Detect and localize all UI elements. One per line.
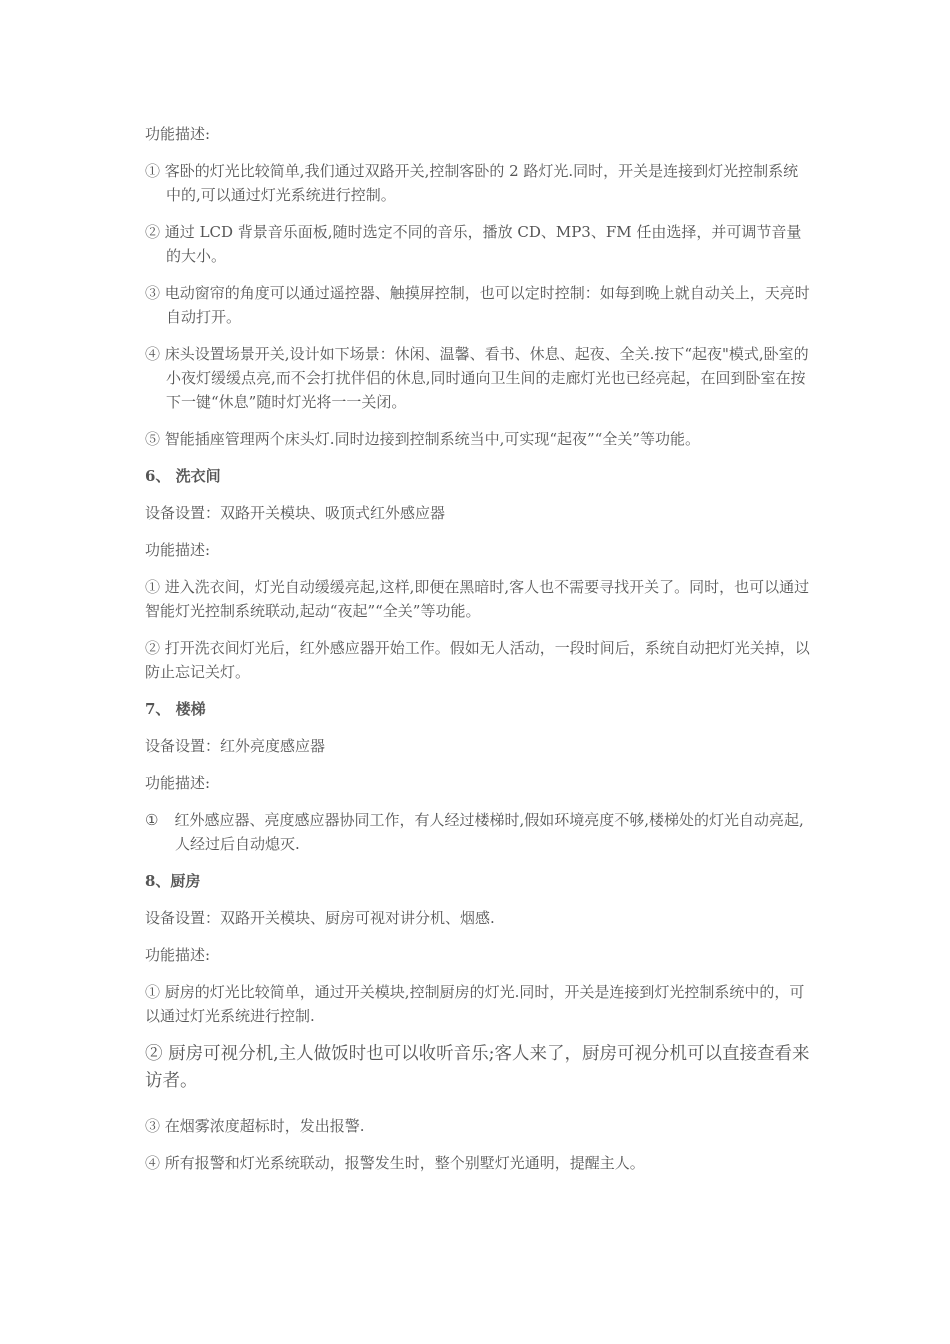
item-marker: ①	[145, 578, 161, 596]
item-text: 智能插座管理两个床头灯.同时边接到控制系统当中,可实现“起夜”“全关”等功能。	[164, 430, 701, 448]
bedroom-item-3	[145, 281, 810, 329]
kitchen-device: 设备设置：双路开关模块、厨房可视对讲分机、烟感.	[145, 909, 495, 927]
item-marker: ①	[145, 162, 161, 180]
item-marker: ①	[145, 811, 159, 829]
document-page	[145, 122, 810, 1188]
item-marker: ②	[145, 1044, 163, 1064]
laundry-device: 设备设置：双路开关模块、吸顶式红外感应器	[145, 504, 446, 522]
item-marker: ④	[145, 345, 161, 363]
laundry-func-label: 功能描述:	[145, 541, 211, 559]
bedroom-item-5	[145, 427, 810, 451]
item-text: 通过 LCD 背景音乐面板,随时选定不同的音乐，播放 CD、MP3、FM 任由选择，并可调节音量的大小。	[164, 223, 802, 265]
item-marker: ③	[145, 1117, 161, 1135]
stairs-heading: 7、 楼梯	[145, 700, 206, 718]
item-marker: ②	[145, 223, 161, 241]
kitchen-item-1	[145, 980, 810, 1028]
kitchen-heading: 8、厨房	[145, 872, 201, 890]
item-text: 电动窗帘的角度可以通过遥控器、触摸屏控制，也可以定时控制：如每到晚上就自动关上，天亮时自动打开。	[164, 284, 810, 326]
bedroom-item-1	[145, 159, 810, 207]
bedroom-item-2	[145, 220, 810, 268]
item-marker: ②	[145, 639, 161, 657]
kitchen-func-label: 功能描述:	[145, 946, 211, 964]
item-text: 在烟雾浓度超标时，发出报警.	[164, 1117, 365, 1135]
laundry-heading: 6、 洗衣间	[145, 467, 221, 485]
item-marker: ⑤	[145, 430, 161, 448]
item-text: 厨房可视分机,主人做饭时也可以收听音乐;客人来了，厨房可视分机可以直接查看来访者。	[145, 1044, 810, 1091]
stairs-item-1	[145, 808, 810, 856]
item-marker: ①	[145, 983, 161, 1001]
laundry-item-2	[145, 636, 810, 684]
item-text: 客卧的灯光比较简单,我们通过双路开关,控制客卧的 2 路灯光.同时，开关是连接到灯光控制系统中的,可以通过灯光系统进行控制。	[164, 162, 799, 204]
item-text: 厨房的灯光比较简单，通过开关模块,控制厨房的灯光.同时，开关是连接到灯光控制系统中的，可以通过灯光系统进行控制.	[145, 983, 805, 1025]
item-text: 床头设置场景开关,设计如下场景：休闲、温馨、看书、休息、起夜、全关.按下“起夜"模式,卧室的小夜灯缓缓点亮,而不会打扰伴侣的休息,同时通向卫生间的走廊灯光也已经亮起，在回到卧室在按下一键“休息”随时灯光将一一关闭。	[164, 345, 809, 411]
item-marker: ③	[145, 284, 161, 302]
item-text: 所有报警和灯光系统联动，报警发生时，整个别墅灯光通明，提醒主人。	[164, 1154, 645, 1172]
bedroom-func-label: 功能描述:	[145, 125, 211, 143]
stairs-device: 设备设置：红外亮度感应器	[145, 737, 326, 755]
item-marker: ④	[145, 1154, 161, 1172]
item-text: 进入洗衣间，灯光自动缓缓亮起,这样,即便在黑暗时,客人也不需要寻找开关了。同时，也可以通过智能灯光控制系统联动,起动“夜起”“全关”等功能。	[145, 578, 810, 620]
item-text: 打开洗衣间灯光后，红外感应器开始工作。假如无人活动，一段时间后，系统自动把灯光关掉，以防止忘记关灯。	[145, 639, 810, 681]
item-text: 红外感应器、亮度感应器协同工作，有人经过楼梯时,假如环境亮度不够,楼梯处的灯光自动亮起,人经过后自动熄灭.	[174, 811, 804, 853]
kitchen-item-3	[145, 1114, 810, 1138]
stairs-func-label: 功能描述:	[145, 774, 211, 792]
kitchen-item-2	[145, 1041, 810, 1095]
kitchen-item-4	[145, 1151, 810, 1175]
laundry-item-1	[145, 575, 810, 623]
bedroom-item-4	[145, 342, 810, 414]
